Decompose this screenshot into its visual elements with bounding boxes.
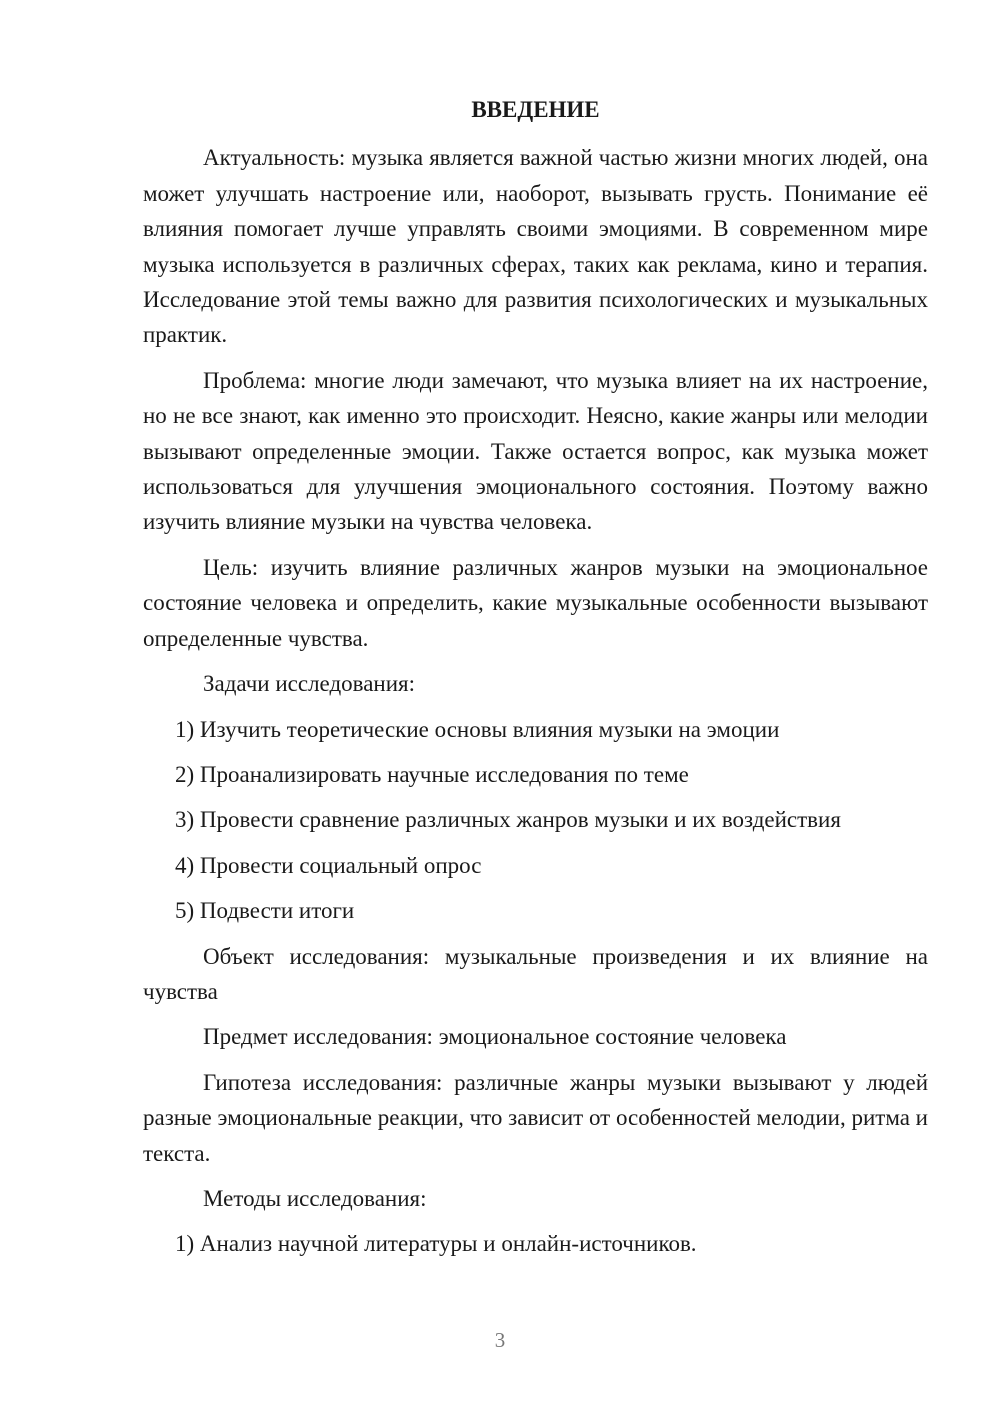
section-title: ВВЕДЕНИЕ (471, 97, 600, 122)
document-page (143, 92, 928, 1272)
object-paragraph: Объект исследования: музыкальные произведения и их влияние на чувства (143, 943, 928, 1004)
methods-list (143, 1226, 928, 1261)
hypothesis-paragraph: Гипотеза исследования: различные жанры музыки вызывают у людей разные эмоциональные реакции, что зависит от особенностей мелодии, ритма и текста. (143, 1069, 928, 1166)
subject-paragraph: Предмет исследования: эмоциональное состояние человека (203, 1024, 787, 1050)
methods-heading: Методы исследования: (203, 1185, 427, 1211)
list-item: 3) Провести сравнение различных жанров музыки и их воздействия (175, 807, 841, 833)
problem-paragraph: Проблема: многие люди замечают, что музыка влияет на их настроение, но не все знают, как именно это происходит. Неясно, какие жанры или мелодии вызывают определенные эмоции. Также остается вопрос, как музыка может использоваться для улучшения эмоционального состояния. Поэтому важно изучить влияние музыки на чувства человека. (143, 367, 928, 535)
tasks-list (143, 712, 928, 929)
relevance-paragraph: Актуальность: музыка является важной частью жизни многих людей, она может улучшать настроение или, наоборот, вызывать грусть. Понимание её влияния помогает лучше управлять своими эмоциями. В современном мире музыка используется в различных сферах, таких как реклама, кино и терапия. Исследование этой темы важно для развития психологических и музыкальных практик. (143, 145, 928, 348)
list-item: 1) Анализ научной литературы и онлайн-источников. (175, 1231, 697, 1257)
goal-paragraph: Цель: изучить влияние различных жанров музыки на эмоциональное состояние человека и определить, какие музыкальные особенности вызывают определенные чувства. (143, 554, 928, 651)
list-item: 5) Подвести итоги (175, 898, 355, 924)
list-item: 1) Изучить теоретические основы влияния музыки на эмоции (175, 716, 780, 742)
list-item: 4) Провести социальный опрос (175, 852, 482, 878)
tasks-heading: Задачи исследования: (203, 671, 416, 697)
page-number: 3 (494, 1328, 506, 1352)
list-item: 2) Проанализировать научные исследования по теме (175, 761, 689, 787)
